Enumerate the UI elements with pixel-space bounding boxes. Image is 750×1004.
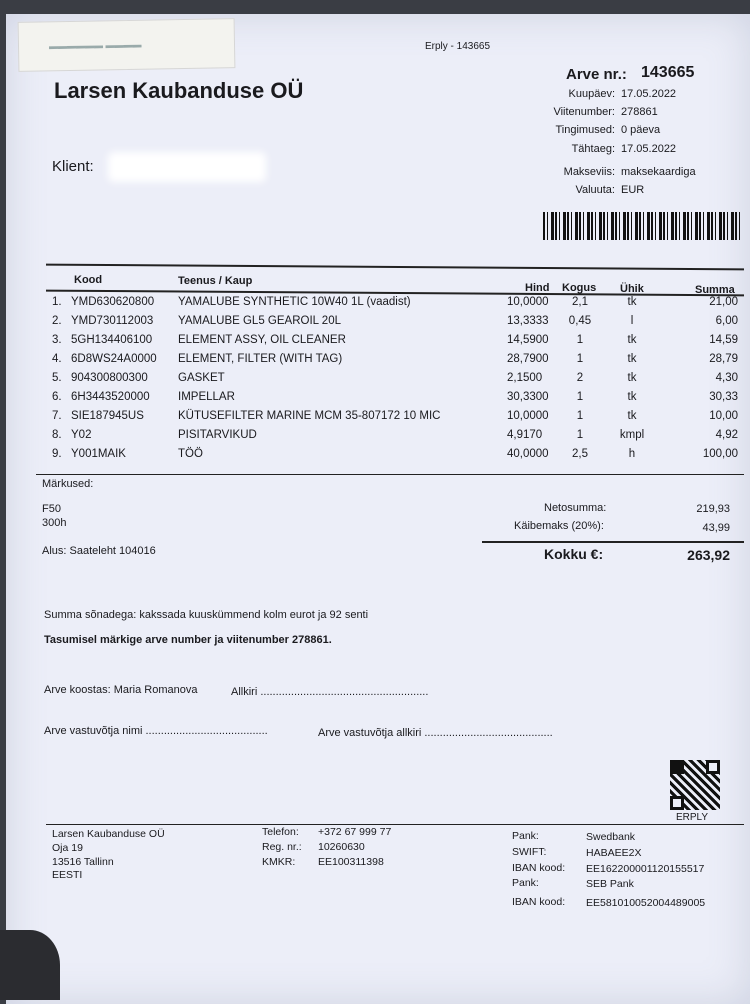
table-row <box>0 333 750 351</box>
item-sum: 6,00 <box>715 314 738 327</box>
item-code: Y001MAIK <box>71 447 126 460</box>
erply-label: ERPLY <box>676 812 709 823</box>
item-price: 4,9170 <box>507 428 543 441</box>
barcode <box>543 212 743 240</box>
notes-label: Märkused: <box>42 478 94 490</box>
payment-note: Tasumisel märkige arve number ja viitenumber 278861. <box>44 634 332 646</box>
footer-contact-value: EE100311398 <box>318 856 384 868</box>
item-code: 904300800300 <box>71 371 148 384</box>
header-code: Kood <box>74 274 103 286</box>
tape-mirror-text: ▬▬▬▬▬▬ ▬▬▬▬ <box>48 42 142 55</box>
item-quantity: 2,1 <box>572 296 588 308</box>
footer-contact-label: KMKR: <box>262 856 296 868</box>
item-price: 28,7900 <box>507 352 549 365</box>
footer-bank-label: SWIFT: <box>512 846 547 858</box>
table-row <box>0 445 750 463</box>
total-label: Kokku €: <box>544 546 604 562</box>
footer-bank-label: Pank: <box>512 877 539 889</box>
table-row <box>0 389 750 407</box>
item-unit: l <box>630 314 634 327</box>
item-description: YAMALUBE GL5 GEAROIL 20L <box>178 314 341 327</box>
signature-line: Allkiri ....................................................... <box>231 686 429 698</box>
footer-company-line: 13516 Tallinn <box>52 856 114 868</box>
item-sum: 30,33 <box>709 391 738 403</box>
item-unit: tk <box>627 371 637 384</box>
table-row <box>0 370 750 388</box>
item-quantity: 1 <box>576 352 584 365</box>
receiver-signature-line: Arve vastuvõtja allkiri .......................................... <box>318 727 553 739</box>
footer-bank-value: SEB Pank <box>586 878 634 890</box>
footer-rule <box>46 824 744 825</box>
sum-in-words: Summa sõnadega: kakssada kuuskümmend kolm eurot ja 92 senti <box>44 609 369 621</box>
item-code: 5GH134406100 <box>71 333 153 346</box>
item-description: YAMALUBE SYNTHETIC 10W40 1L (vaadist) <box>178 296 411 308</box>
meta-value: 0 päeva <box>621 124 661 136</box>
qr-code <box>670 760 720 810</box>
total-value: 263,92 <box>687 547 730 563</box>
item-description: TÖÖ <box>178 447 203 460</box>
item-quantity: 1 <box>576 333 584 346</box>
item-price: 13,3333 <box>507 314 549 327</box>
header-qty: Kogus <box>562 282 597 294</box>
item-unit: tk <box>627 296 637 308</box>
item-quantity: 1 <box>576 391 584 403</box>
item-code: Y02 <box>71 428 92 441</box>
item-description: KÜTUSEFILTER MARINE MCM 35-807172 10 MIC <box>178 409 441 422</box>
item-unit: tk <box>627 352 637 365</box>
invoice-number-label: Arve nr.: <box>566 66 627 83</box>
item-code: 6D8WS24A0000 <box>71 352 157 365</box>
item-sum: 28,79 <box>709 352 738 365</box>
meta-label: Valuuta: <box>575 184 615 196</box>
item-price: 30,3300 <box>507 391 549 403</box>
item-code: YMD630620800 <box>71 296 155 308</box>
footer-bank-label: IBAN kood: <box>512 896 566 908</box>
footer-bank-label: Pank: <box>512 830 539 842</box>
item-sum: 100,00 <box>702 447 738 460</box>
client-redaction <box>108 152 266 182</box>
table-bottom-rule <box>36 474 744 475</box>
meta-label: Viitenumber: <box>553 106 615 118</box>
item-unit: tk <box>627 409 637 422</box>
table-row <box>0 296 750 314</box>
item-code: 6H3443520000 <box>71 391 150 403</box>
client-label: Klient: <box>52 158 94 175</box>
meta-value: maksekaardiga <box>621 166 696 178</box>
table-row <box>0 408 750 426</box>
footer-contact-value: 10260630 <box>318 841 365 853</box>
table-row <box>0 315 750 333</box>
header-sum: Summa <box>695 284 735 296</box>
header-item: Teenus / Kaup <box>178 275 253 287</box>
item-description: ELEMENT, FILTER (WITH TAG) <box>178 352 343 365</box>
item-quantity: 2,5 <box>572 447 588 460</box>
footer-contact-label: Reg. nr.: <box>262 841 302 853</box>
item-price: 14,5900 <box>507 333 549 346</box>
net-label: Netosumma: <box>544 502 607 514</box>
meta-value: 278861 <box>621 106 658 118</box>
company-name: Larsen Kaubanduse OÜ <box>54 78 304 103</box>
footer-bank-value: HABAEE2X <box>586 847 642 859</box>
item-description: GASKET <box>178 371 225 384</box>
row-number: 5. <box>52 371 62 384</box>
footer-bank-value: Swedbank <box>586 831 636 843</box>
item-code: YMD730112003 <box>71 314 154 327</box>
meta-label: Tingimused: <box>555 124 615 136</box>
header-price: Hind <box>525 282 550 294</box>
row-number: 4. <box>52 352 62 365</box>
meta-label: Makseviis: <box>563 166 615 178</box>
net-value: 219,93 <box>696 503 730 515</box>
meta-value: 17.05.2022 <box>621 88 677 100</box>
notes-line-2: 300h <box>42 517 67 529</box>
item-code: SIE187945US <box>71 409 144 422</box>
row-number: 1. <box>52 296 62 308</box>
footer-contact-label: Telefon: <box>262 826 299 838</box>
item-quantity: 1 <box>576 428 584 441</box>
item-sum: 10,00 <box>709 409 738 422</box>
item-quantity: 2 <box>576 371 584 384</box>
invoice-number: 143665 <box>641 64 695 81</box>
item-price: 10,0000 <box>507 409 549 422</box>
vat-value: 43,99 <box>702 522 730 534</box>
item-price: 2,1500 <box>507 371 543 384</box>
item-quantity: 0,45 <box>568 314 592 327</box>
row-number: 6. <box>52 391 62 403</box>
item-unit: kmpl <box>619 428 645 441</box>
item-unit: tk <box>627 333 637 346</box>
item-sum: 14,59 <box>709 333 738 346</box>
meta-label: Tähtaeg: <box>571 143 615 155</box>
footer-bank-label: IBAN kood: <box>512 862 566 874</box>
footer-bank-value: EE581010052004489005 <box>586 897 706 909</box>
header-unit: Ühik <box>620 283 644 295</box>
item-price: 40,0000 <box>507 447 549 460</box>
tape-strip <box>18 18 236 72</box>
footer-company-line: EESTI <box>52 869 83 881</box>
item-unit: tk <box>627 391 637 403</box>
meta-label: Kuupäev: <box>568 88 615 100</box>
table-row <box>0 426 750 444</box>
row-number: 2. <box>52 314 62 327</box>
erply-reference: Erply - 143665 <box>425 41 491 52</box>
item-description: IMPELLAR <box>178 391 235 403</box>
item-description: ELEMENT ASSY, OIL CLEANER <box>178 333 346 346</box>
notes-basis: Alus: Saateleht 104016 <box>42 545 156 557</box>
item-quantity: 1 <box>576 409 584 422</box>
row-number: 9. <box>52 447 62 460</box>
composed-by: Arve koostas: Maria Romanova <box>44 684 198 696</box>
item-sum: 4,92 <box>715 428 738 441</box>
row-number: 7. <box>52 409 62 422</box>
footer-company-line: Oja 19 <box>52 842 83 854</box>
footer-bank-value: EE162200001120155517 <box>586 863 705 875</box>
meta-value: EUR <box>621 184 645 196</box>
item-unit: h <box>628 447 636 460</box>
table-row <box>0 352 750 370</box>
vat-label: Käibemaks (20%): <box>514 520 604 532</box>
notes-line-1: F50 <box>42 503 61 515</box>
item-sum: 21,00 <box>709 296 738 308</box>
receiver-name-line: Arve vastuvõtja nimi ........................................ <box>44 725 268 737</box>
item-description: PISITARVIKUD <box>178 428 257 441</box>
item-price: 10,0000 <box>507 296 549 308</box>
item-sum: 4,30 <box>715 371 738 384</box>
footer-contact-value: +372 67 999 77 <box>318 826 392 838</box>
footer-company-line: Larsen Kaubanduse OÜ <box>52 828 165 840</box>
row-number: 3. <box>52 333 62 346</box>
row-number: 8. <box>52 428 62 441</box>
total-rule <box>482 541 744 543</box>
meta-value: 17.05.2022 <box>621 143 677 155</box>
background-shadow <box>0 930 60 1000</box>
